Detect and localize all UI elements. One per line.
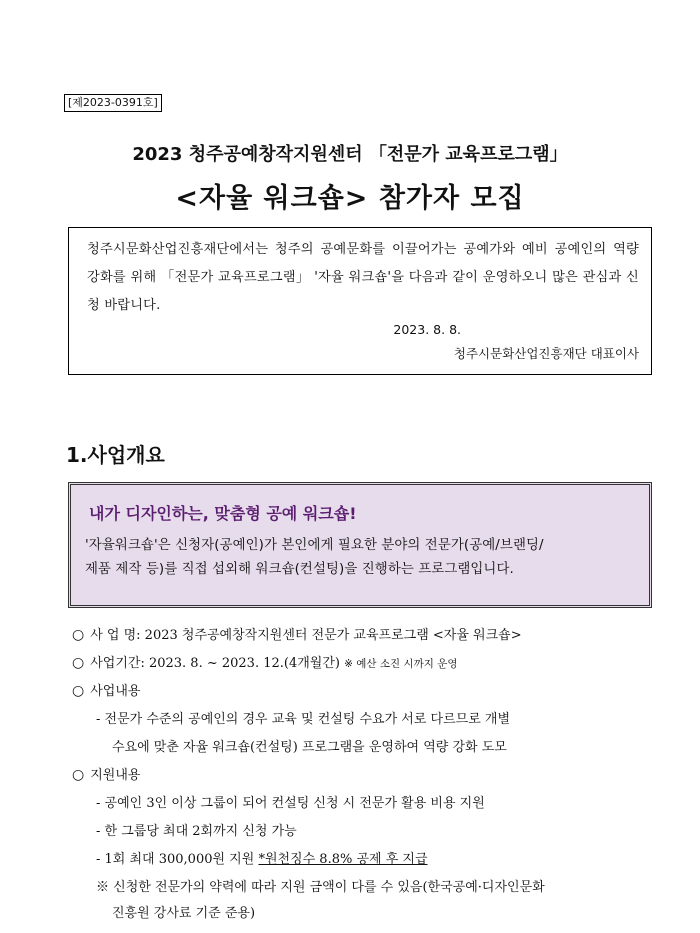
project-period-text: 사업기간: 2023. 8. ~ 2023. 12.(4개월간) bbox=[90, 656, 340, 671]
document-number: [제2023-0391호] bbox=[64, 94, 162, 112]
content-line1: - 전문가 수준의 공예인의 경우 교육 및 컨설팅 수요가 서로 다르므로 개별 bbox=[96, 712, 511, 727]
support-line1: - 공예인 3인 이상 그룹이 되어 컨설팅 신청 시 전문가 활용 비용 지원 bbox=[96, 796, 485, 811]
list-item-project-name bbox=[72, 624, 522, 643]
circle-bullet-icon: ○ bbox=[72, 627, 85, 643]
content-line2: 수요에 맞춘 자율 워크숍(컨설팅) 프로그램을 운영하여 역량 강화 도모 bbox=[112, 740, 507, 755]
notice-signature: 청주시문화산업진흥재단 대표이사 bbox=[453, 346, 639, 361]
highlight-box bbox=[68, 482, 652, 608]
circle-bullet-icon: ○ bbox=[72, 683, 85, 699]
highlight-body-line1: '자율워크숍'은 신청자(공예인)가 본인에게 필요한 분야의 전문가(공예/브랜딩/ bbox=[85, 538, 544, 553]
project-name-text: 사 업 명: 2023 청주공예창작지원센터 전문가 교육프로그램 <자율 워크숍> bbox=[90, 628, 522, 643]
highlight-title: 내가 디자인하는, 맞춤형 공예 워크숍! bbox=[89, 504, 357, 523]
notice-date: 2023. 8. 8. bbox=[393, 322, 461, 337]
support-line3 bbox=[96, 848, 428, 867]
page-title: <자율 워크숍> 참가자 모집 bbox=[175, 183, 525, 214]
support-note1: ※ 신청한 전문가의 약력에 따라 지원 금액이 다를 수 있음(한국공예·디자인문화 bbox=[96, 880, 545, 895]
highlight-body-line2: 제품 제작 등)를 직접 섭외해 워크숍(컨설팅)을 진행하는 프로그램입니다. bbox=[85, 562, 514, 577]
support-note2: 진흥원 강사료 기준 준용) bbox=[112, 906, 256, 921]
notice-body: 청주시문화산업진흥재단에서는 청주의 공예문화를 이끌어가는 공예가와 예비 공예인의 역량 강화를 위해 「전문가 교육프로그램」 '자율 워크숍'을 다음과 같이 운영하오니 많은 관심과 신청 바랍니다. bbox=[87, 242, 639, 313]
circle-bullet-icon: ○ bbox=[72, 767, 85, 783]
project-period-note: ※ 예산 소진 시까지 운영 bbox=[344, 658, 458, 670]
support-amount: - 1회 최대 300,000원 지원 bbox=[96, 852, 259, 867]
notice-box bbox=[68, 227, 652, 375]
withholding-note: *원천징수 8.8% 공제 후 지급 bbox=[258, 852, 428, 867]
project-content-label: 사업내용 bbox=[90, 684, 141, 699]
program-title: 2023 청주공예창작지원센터 「전문가 교육프로그램」 bbox=[132, 144, 568, 165]
circle-bullet-icon: ○ bbox=[72, 655, 85, 671]
support-label: 지원내용 bbox=[90, 768, 141, 783]
list-item-support bbox=[72, 764, 140, 783]
list-item-project-period bbox=[72, 652, 458, 671]
support-line2: - 한 그룹당 최대 2회까지 신청 가능 bbox=[96, 824, 297, 839]
list-item-project-content bbox=[72, 680, 140, 699]
section-title: 1.사업개요 bbox=[66, 443, 165, 467]
